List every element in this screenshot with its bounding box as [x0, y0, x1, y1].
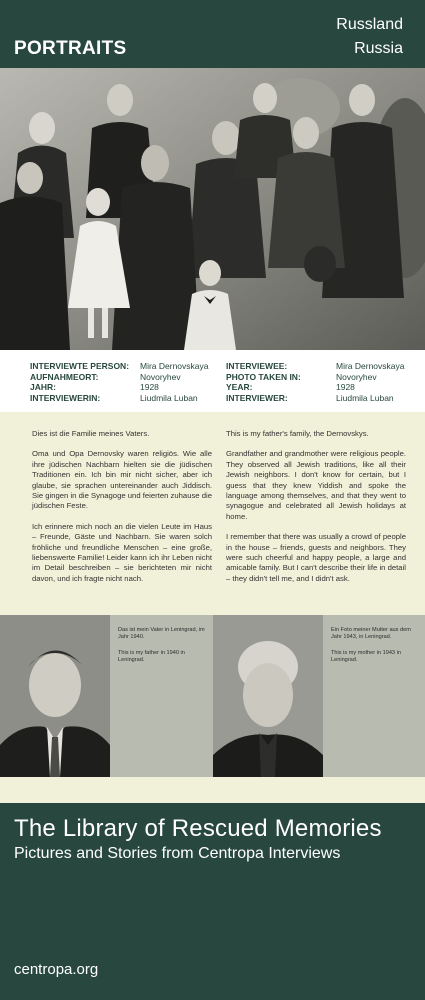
info-label: AUFNAHMEORT: [30, 371, 99, 382]
country-label-de: Russland [336, 16, 403, 33]
mother-photo [213, 615, 323, 777]
father-photo [0, 615, 110, 777]
info-label: JAHR: [30, 382, 56, 392]
info-label: INTERVIEWEE: [226, 361, 288, 371]
info-label: PHOTO TAKEN IN: [226, 371, 301, 382]
paragraph: Ich erinnere mich noch an die vielen Leute im Haus – Freunde, Gäste und Nachbarn. Sie waren solch fröhliche und freundliche Menschen – eine große, liebenswerte Familie! Leider kann ich ihr Leben nicht im Detail beschreiben – sie berichteten mir nicht davon, und ich fragte nicht nach. [32, 521, 212, 583]
info-value: Mira Dernovskaya [140, 361, 209, 371]
section-title: PORTRAITS [14, 38, 127, 59]
paragraph: Dies ist die Familie meines Vaters. [32, 429, 150, 438]
father-caption [110, 615, 213, 777]
caption-en: This is my father in 1940 in Leningrad. [118, 650, 185, 663]
library-title: The Library of Rescued Memories [14, 815, 382, 842]
info-label: INTERVIEWTE PERSON: [30, 361, 130, 371]
country-label-en: Russia [354, 40, 403, 57]
caption-de: Das ist mein Vater in Leningrad, im Jahr 1940. [118, 627, 205, 640]
info-value: Novoryhev [140, 371, 181, 382]
info-label: INTERVIEWER: [226, 392, 288, 403]
info-values-de [140, 361, 209, 403]
story-text-de [32, 429, 212, 594]
divider-strip [0, 777, 425, 803]
info-labels-de [30, 361, 129, 403]
info-label: INTERVIEWERIN: [30, 392, 101, 403]
website-link[interactable]: centropa.org [14, 961, 99, 978]
caption-en: This is my mother in 1943 in Leningrad. [331, 650, 401, 663]
story-text-en [226, 429, 406, 594]
info-label: YEAR: [226, 382, 253, 392]
footer [0, 803, 425, 1000]
info-value: Liudmila Luban [336, 392, 394, 403]
info-values-en [336, 361, 405, 403]
paragraph: I remember that there was usually a crowd of people in the house – friends, guests and neighbors. They were such cheerful and happy people, a large and amicable family. But I can't describe their life in detail – they didn't tell me, and I didn't ask. [226, 532, 406, 583]
info-value: Liudmila Luban [140, 392, 198, 403]
info-value: 1928 [336, 382, 355, 392]
portrait-row [0, 615, 425, 777]
caption-de: Ein Foto meiner Mutter aus dem Jahr 1943, in Leningrad. [331, 627, 411, 640]
mother-caption [323, 615, 425, 777]
photo-info [0, 350, 425, 412]
family-photo [0, 68, 425, 350]
paragraph: This is my father's family, the Dernovskys. [226, 429, 369, 438]
info-value: Mira Dernovskaya [336, 361, 405, 371]
story-text [0, 412, 425, 615]
header-bar [0, 0, 425, 68]
info-labels-en [226, 361, 301, 403]
library-subtitle: Pictures and Stories from Centropa Interviews [14, 845, 341, 862]
info-value: Novoryhev [336, 371, 377, 382]
info-value: 1928 [140, 382, 159, 392]
paragraph: Grandfather and grandmother were religious people. They observed all Jewish traditions, like all their Jewish neighbors. I don't know for certain, but I guess that they knew Yiddish and spoke the language among themselves, and that they went to synagogue and celebrated all Jewish holidays at home. [226, 449, 406, 521]
paragraph: Oma und Opa Dernovsky waren religiös. Wie alle ihre jüdischen Nachbarn hielten sie die jüdischen Traditionen ein. Ich bin mir nicht sicher, aber ich glaube, sie sprachen untereinander auch Jiddisch. Sie gingen in die Synagoge und feierten zuhause die jüdischen Feste. [32, 449, 212, 511]
